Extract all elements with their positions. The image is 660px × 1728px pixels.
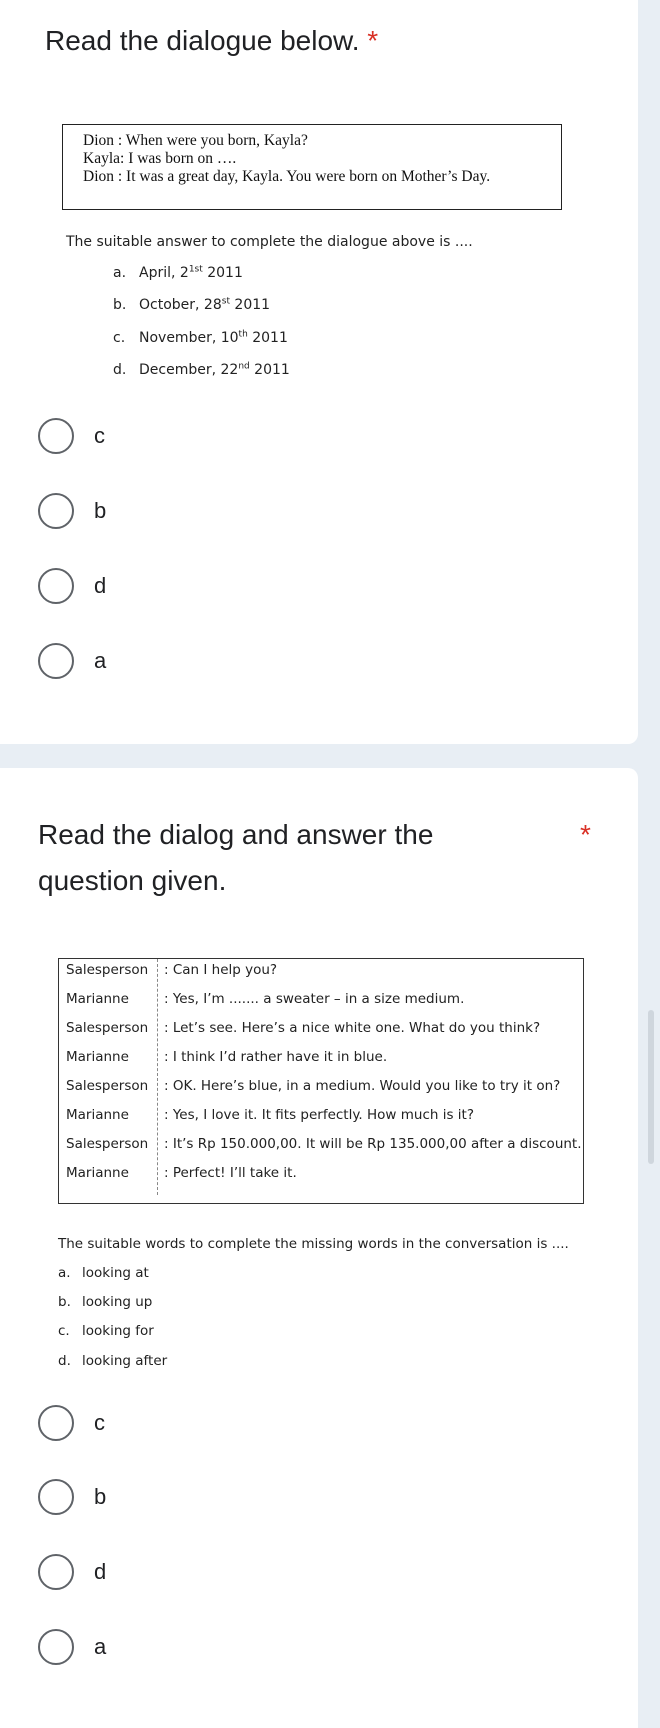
- required-asterisk: *: [367, 25, 379, 56]
- dialogue-line: Kayla: I was born on ….: [83, 150, 237, 167]
- column-divider: [157, 959, 158, 1195]
- radio-button[interactable]: [38, 1629, 74, 1665]
- utterance: : I think I’d rather have it in blue.: [164, 1049, 388, 1065]
- utterance: : OK. Here’s blue, in a medium. Would you like to try it on?: [164, 1078, 561, 1094]
- speaker: Salesperson: [66, 1136, 149, 1152]
- utterance: : Let’s see. Here’s a nice white one. What do you think?: [164, 1020, 541, 1036]
- speaker: Marianne: [66, 1107, 129, 1123]
- conversation-image: [58, 958, 584, 1204]
- radio-label: b: [94, 1484, 107, 1509]
- option-superscript: nd: [238, 361, 250, 372]
- utterance: : Can I help you?: [164, 962, 278, 978]
- option-text: looking at: [82, 1265, 149, 1281]
- option-letter: c.: [58, 1323, 70, 1339]
- radio-choice-a[interactable]: [38, 1627, 106, 1667]
- utterance: : Yes, I love it. It fits perfectly. How much is it?: [164, 1107, 474, 1123]
- radio-choice-c[interactable]: [38, 416, 105, 456]
- radio-label: b: [94, 498, 107, 523]
- question-1-prompt: The suitable answer to complete the dialogue above is ....: [66, 234, 473, 250]
- radio-label: a: [94, 648, 107, 673]
- radio-choice-c[interactable]: [38, 1403, 105, 1443]
- radio-label: a: [94, 1634, 107, 1659]
- option-superscript: st: [221, 296, 230, 307]
- radio-label: c: [94, 423, 105, 448]
- radio-choice-b[interactable]: [38, 491, 106, 531]
- radio-choice-a[interactable]: [38, 641, 106, 681]
- option-text: November, 10: [139, 330, 239, 346]
- option-b: [113, 297, 270, 313]
- option-superscript: 1st: [188, 264, 203, 275]
- option-letter: b.: [113, 297, 127, 313]
- radio-button[interactable]: [38, 1405, 74, 1441]
- option-letter: d.: [113, 362, 127, 378]
- question-1-title: [45, 18, 378, 64]
- option-text: October, 28: [139, 297, 222, 313]
- radio-button[interactable]: [38, 493, 74, 529]
- question-2-title: [38, 812, 433, 904]
- option-a: [113, 265, 243, 281]
- option-superscript: th: [238, 329, 248, 340]
- option-d: [58, 1353, 167, 1369]
- option-b: [58, 1294, 152, 1310]
- utterance: : Perfect! I’ll take it.: [164, 1165, 297, 1181]
- required-asterisk: *: [580, 819, 591, 850]
- dialogue-image: [62, 124, 562, 210]
- speaker: Salesperson: [66, 962, 149, 978]
- option-d: [113, 362, 290, 378]
- radio-label: d: [94, 573, 107, 598]
- dialogue-line: Dion : It was a great day, Kayla. You were born on Mother’s Day.: [83, 168, 491, 185]
- radio-button[interactable]: [38, 418, 74, 454]
- radio-label: d: [94, 1559, 107, 1584]
- option-letter: c.: [113, 330, 126, 346]
- radio-button[interactable]: [38, 568, 74, 604]
- speaker: Marianne: [66, 1165, 129, 1181]
- option-text: looking after: [82, 1353, 168, 1369]
- radio-choice-d[interactable]: [38, 566, 106, 606]
- speaker: Marianne: [66, 1049, 129, 1065]
- option-year: 2011: [249, 362, 290, 378]
- speaker: Salesperson: [66, 1020, 149, 1036]
- option-text: looking up: [82, 1294, 153, 1310]
- option-text: April, 2: [139, 265, 189, 281]
- utterance: : Yes, I’m ....... a sweater – in a size medium.: [164, 991, 465, 1007]
- question-2-title-line: Read the dialog and answer the: [38, 819, 434, 850]
- radio-button[interactable]: [38, 1479, 74, 1515]
- option-letter: a.: [58, 1265, 71, 1281]
- option-year: 2011: [229, 297, 271, 313]
- radio-label: c: [94, 1410, 105, 1435]
- dialogue-line: Dion : When were you born, Kayla?: [83, 132, 308, 149]
- question-2-title-line: question given.: [38, 865, 227, 896]
- option-letter: a.: [113, 265, 127, 281]
- option-c: [113, 330, 288, 346]
- radio-choice-d[interactable]: [38, 1552, 106, 1592]
- option-text: looking for: [82, 1323, 154, 1339]
- scrollbar-thumb[interactable]: [648, 1010, 654, 1164]
- option-letter: b.: [58, 1294, 71, 1310]
- option-text: December, 22: [139, 362, 239, 378]
- question-card-1: [0, 0, 638, 744]
- option-year: 2011: [247, 330, 288, 346]
- option-c: [58, 1323, 154, 1339]
- question-2-prompt: The suitable words to complete the missing words in the conversation is ....: [58, 1236, 569, 1252]
- speaker: Marianne: [66, 991, 129, 1007]
- radio-choice-b[interactable]: [38, 1477, 106, 1517]
- question-1-title-text: Read the dialogue below.: [45, 25, 360, 56]
- radio-button[interactable]: [38, 643, 74, 679]
- radio-button[interactable]: [38, 1554, 74, 1590]
- speaker: Salesperson: [66, 1078, 149, 1094]
- option-a: [58, 1265, 149, 1281]
- option-year: 2011: [202, 265, 243, 281]
- utterance: : It’s Rp 150.000,00. It will be Rp 135.000,00 after a discount.: [164, 1136, 582, 1152]
- option-letter: d.: [58, 1353, 71, 1369]
